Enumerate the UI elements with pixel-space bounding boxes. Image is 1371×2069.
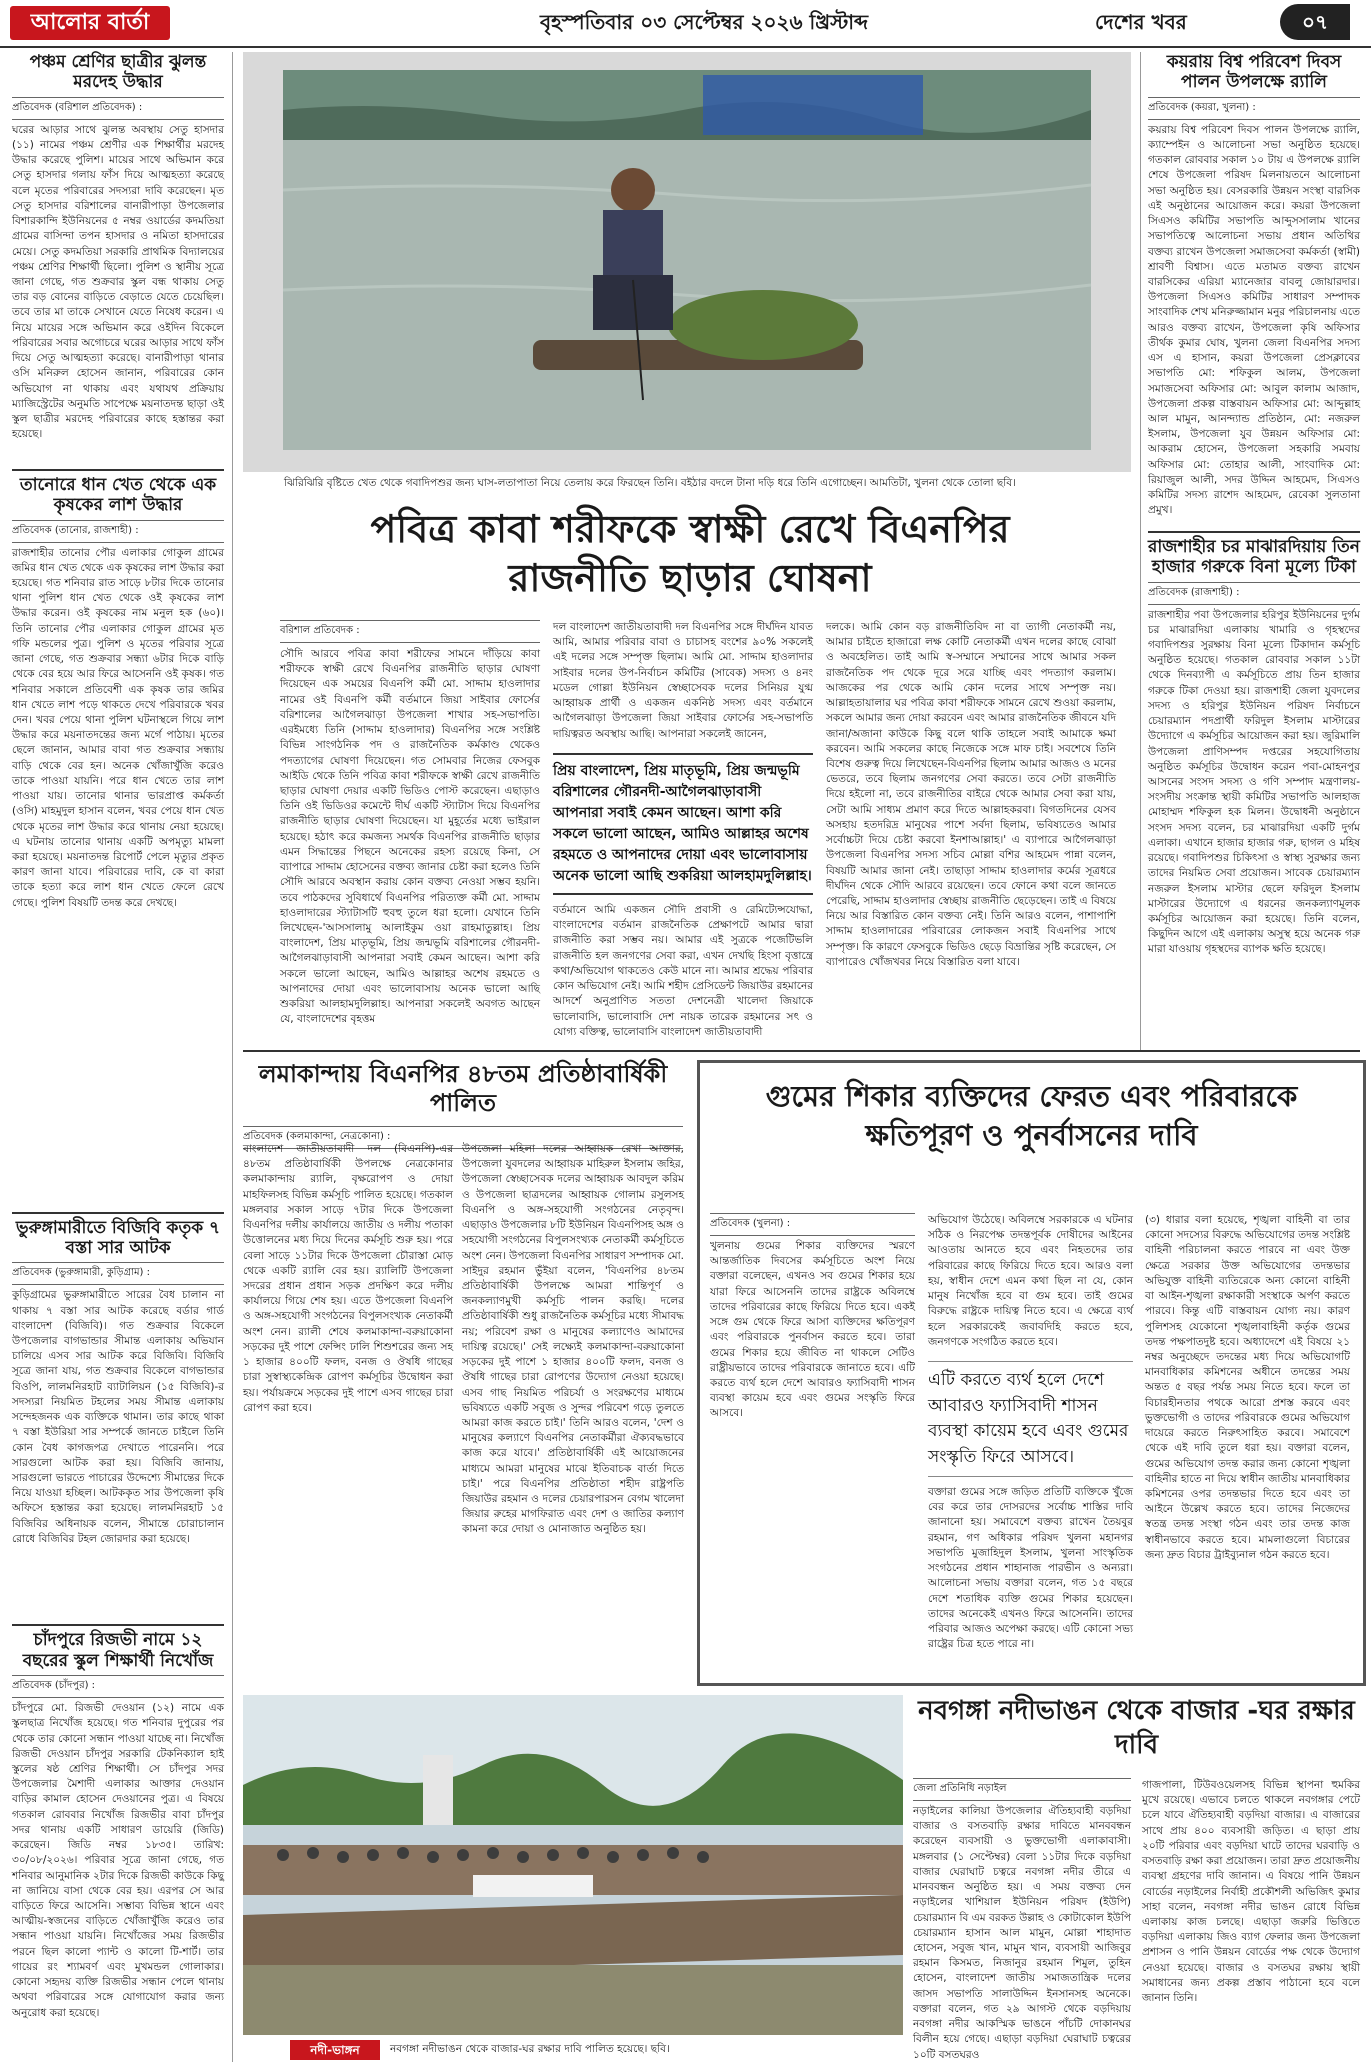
masthead (0, 0, 1371, 48)
story-byline: প্রতিবেদক (রাজশাহী) : (1148, 582, 1360, 605)
story-body: দল বাংলাদেশ জাতীয়তাবাদী দল বিএনপির সঙ্গে দীর্ঘদিন যাবত আমি, আমার পরিবার বাবা ও চাচাসহ বংশের ৯০% সকলেই এই দলের সঙ্গে সম্পৃক্ত ছিলাম। আমি মো. সাদ্দাম হাওলাদার সাইবার দলের উপ-নির্বাচন কমিটির (সাবেক) সদস্য ও ৪নং মডেল গোল্লা ইউনিয়ন স্বেচ্ছাসেবক দলের সিনিয়র যুগ্ম আহ্বায়ক প্রার্থী ও একজন একনিষ্ঠ সদস্য এবং বর্তমানে আগৈলঝাড়া উপজেলা জিয়া সাইবার ফোর্সের সহ-সভাপতি দায়িত্বরত অবস্থায় আছি। আপনারা সকলেই জানেন, (553, 621, 813, 740)
story-byline: প্রতিবেদক (চাঁদপুর) : (12, 1675, 224, 1698)
lead-headline: পবিত্র কাবা শরীফকে স্বাক্ষী রেখে বিএনপির রাজনীতি ছাড়ার ঘোষনা (370, 507, 1010, 601)
story-headline: পঞ্চম শ্রেণির ছাত্রীর ঝুলন্ত মরদেহ উদ্ধার (29, 52, 207, 93)
story-headline: লমাকান্দায় বিএনপির ৪৮তম প্রতিষ্ঠাবার্ষিকী পালিত (258, 1060, 668, 1117)
story-body: রাজশাহীর পবা উপজেলার হরিপুর ইউনিয়নের দুর্গম চর মাঝারদিয়া এলাকায় খামারি ও গৃহস্থদের গবাদিপশুর সুরক্ষায় বিনা মূল্যে টিকাদান কর্মসূচি অনুষ্ঠিত হয়েছে। গতকাল রোববার সকাল ১১টা থেকে দিনব্যাপী এ কর্মসূচিতে প্রায় তিন হাজার গরুকে টিকা দেওয়া হয়। রাজশাহী জেলা যুবদলের সদস্য ও হরিপুর ইউনিয়ন পরিষদ নির্বাচনে চেয়ারম্যান পদপ্রার্থী ফরিদুল ইসলাম মাস্টারের উদ্যোগে এ কর্মসূচির আয়োজন করা হয়। জুরিমালি উপজেলা প্রাণিসম্পদ দপ্তরের সহযোগিতায় অনুষ্ঠিত কর্মসূচির উদ্বোধন করেন পবা-মোহনপুর আসনের সংসদ সদস্য ও গণি সম্পাদ মন্ত্রণালয়-সংসদীয় সংক্রান্ত স্থায়ী কমিটির সভাপতি আলহাজ মোহাম্মদ শফিকুল হক মিলন। উদ্বোধনী অনুষ্ঠানে সংসদ সদস্য বলেন, চর মাঝারদিয়া একটি দুর্গম এলাকা। এখানে হাজার হাজার গরু, ছাগল ও মহিষ রয়েছে। গবাদিপশুর চিকিৎসা ও স্বাস্থ্য সুরক্ষার জন্য তাদের নিয়মিত সেবা প্রয়োজন। সাবেক চেয়ারম্যান নজরুল ইসলাম মাস্টার ছেলে ফরিদুল ইসলাম মাস্টারের উদ্যোগে এ ধরনের জনকল্যাণমূলক কর্মসূচির আয়োজন করা হয়েছে। তিনি বলেন, কিছুদিন আগে এই এলাকায় অসুস্থ হয়ে অনেক গরু মারা যাওয়ায় গৃহস্থদের ব্যাপক ক্ষতি হয়েছে। (1148, 608, 1360, 956)
gum-col-3 (1145, 1213, 1350, 1663)
nabaganga-story (913, 1695, 1360, 1763)
story-body: খুলনায় গুমের শিকার ব্যক্তিদের স্মরণে আন্তর্জাতিক দিবসের কর্মসূচিতে অংশ নিয়ে বক্তারা বলেছেন, এখনও সব গুমের শিকার হয়ে যারা ফিরে আসেননি তাদের রাষ্ট্রকে অবিলম্বে তাদের পরিবারের কাছে ফিরিয়ে দিতে হবে। একই সঙ্গে গুম থেকে ফিরে আসা ব্যক্তিদের ক্ষতিপূরণ এবং পরিবারকে পুনর্বাসন করতে হবে। তারা গুমের শিকার হয়ে জীবিত না থাকলে সেটিও রাষ্ট্রীয়ভাবে তাদের পরিবারকে জানাতে হবে। এটি করতে ব্যর্থ হলে দেশে আবারও ফ্যাসিবাদী শাসন ব্যবস্থা কায়েম হবে এবং গুমের সংস্কৃতি ফিরে আসবে। (710, 1240, 915, 1420)
story-byline: প্রতিবেদক (বরিশাল প্রতিবেদক) : (12, 97, 224, 120)
story-body: (৩) ধারার বলা হয়েছে, শৃঙ্খলা বাহিনী বা তার কোনো সদস্যের বিরুদ্ধে অভিযোগের তদন্ত সংশ্লিষ্ট বাহিনী পরিচালনা করতে পারবে না এবং উক্ত ক্ষেত্রে সরকার উক্ত অভিযোগের তদন্তভার অভিযুক্ত বাহিনী ব্যতিরেকে অন্য কোনো বাহিনী বা আইন-শৃঙ্খলা রক্ষাকারী সংস্থাকে অর্পণ করতে পারবে। কিন্তু এটি বাস্তবায়ন যোগ্য নয়। কারণ পুলিশসহ যেকোনো শৃঙ্খলাবাহিনী কর্তৃক গুমের তদন্ত পক্ষপাতদুষ্ট হবে। অধ্যাদেশে এই বিষয়ে ২১ নম্বর অনুচ্ছেদে তদন্তের মধ্য দিয়ে অভিযোগটি মানবাধিকার কমিশনের অধীনে তদন্তের সময় অন্তত ৫ বছর পর্যন্ত সময় নিতে হবে। ফলে তা বিচারহীনতার পথকে আরো প্রশস্ত করবে এবং ভুক্তভোগী ও তাদের পরিবারকে গুমের অভিযোগ দায়েরে করতে নিরুৎসাহিত করবে। সমাবেশে থেকে এই দাবি তুলে ধরা হয়। বক্তারা বলেন, গুমের অভিযোগ তদন্ত করার জন্য কোনো শৃঙ্খলা বাহিনীর হাতে না দিয়ে স্বাধীন জাতীয় মানবাধিকার কমিশনের ওপর তদন্তভার দিতে হবে এবং তা আইনে উল্লেখ করতে হবে। তাদের নিজেদের স্বতন্ত্র তদন্ত সংস্থা গঠন এবং তার তদন্ত কাজ স্বাধীনভাবে করতে হবে। মামলাগুলো বিচারের জন্য দ্রুত বিচার ট্রাইব্যুনাল গঠন করতে হবে। (1145, 1214, 1350, 1561)
photo-caption: ঝিরিঝিরি বৃষ্টিতে খেত থেকে গবাদিপশুর জন্য ঘাস-লতাপাতা নিয়ে তেলায় করে ফিরছেন তিনি। বইঠার বদলে টানা দড়ি ধরে তিনি এগোচ্ছেন। আমতিটা, খুলনা থেকে তোলা ছবি। (284, 477, 1016, 489)
gum-col-1 (710, 1213, 915, 1669)
story-headline: গুমের শিকার ব্যক্তিদের ফেরত এবং পরিবারকে ক্ষতিপূরণ ও পুনর্বাসনের দাবি (765, 1079, 1298, 1153)
story-headline: চাঁদপুরে রিজভী নামে ১২ বছরের স্কুল শিক্ষার্থী নিখোঁজ (12, 1624, 224, 1671)
story-headline: ভুরুঙ্গামারীতে বিজিবি কতৃক ৭ বস্তা সার আটক (12, 1212, 224, 1259)
story-body: উপজেলা মহিলা দলের আহ্বায়ক রেখা আক্তার, উপজেলা যুবদলের আহ্বায়ক মাহিরুল ইসলাম জহির, উপজেলা স্বেচ্ছাসেবক দলের আহ্বায়ক আবদুল করিম ও উপজেলা ছাত্রদলের আহ্বায়ক গোলাম রসুলসহ বিএনপি ও অঙ্গ-সহযোগী সংগঠনের নেতৃবৃন্দ। এছাড়াও উপজেলার ৮টি ইউনিয়ন বিএনপিসহ অঙ্গ ও সহযোগী সংগঠনের বিপুলসংখ্যক নেতাকর্মী কর্মসূচিতে অংশ নেন। উপজেলা বিএনপির সাধারণ সম্পাদক মো. সাইদুর রহমান ভুঁইয়া বলেন, 'বিএনপির ৪৮তম প্রতিষ্ঠাবার্ষিকী উপলক্ষে আমরা শান্তিপূর্ণ ও জনকল্যাণমুখী কর্মসূচি পালন করছি। দলের প্রতিষ্ঠাবার্ষিকী শুধু রাজনৈতিক কর্মসূচির মধ্যে সীমাবদ্ধ নয়; পরিবেশ রক্ষা ও মানুষের কল্যাণেও আমাদের দায়িত্ব রয়েছে।' সেই লক্ষ্যেই কলমাকান্দা-বরুয়াকোনা সড়কের দুই পাশে ১ হাজার ৪০০টি ফলদ, বনজ ও ঔষধি গাছের চারা রোপণের উদ্যোগ নেওয়া হয়েছে। এসব গাছ নিয়মিত পরিচর্যা ও সংরক্ষণের মাধ্যমে ভবিষ্যতে একটি সবুজ ও সুন্দর পরিবেশ গড়ে তুলতে আমরা কাজ করতে চাই।' তিনি আরও বলেন, 'দেশ ও মানুষের কল্যাণে বিএনপির নেতাকর্মীরা ঐক্যবদ্ধভাবে কাজ করে যাবে।' প্রতিষ্ঠাবার্ষিকী এই আয়োজনের মাধ্যমে আমরা মানুষের মাঝে ইতিবাচক বার্তা দিতে চাই।' পরে বিএনপির প্রতিষ্ঠাতা শহীদ রাষ্ট্রপতি জিয়াউর রহমান ও দলের চেয়ারপারসন বেগম খালেদা জিয়ার রুহের মাগফিরাত এবং দেশ ও জাতির কল্যাণ কামনা করে দোয়া ও মোনাজাত অনুষ্ঠিত হয়। (462, 1143, 684, 1536)
story-body: নড়াইলের কালিয়া উপজেলার ঐতিহ্যবাহী বড়দিয়া বাজার ও বসতবাড়ি রক্ষার দাবিতে মানববন্ধন করেছেন ব্যবসায়ী ও ভুক্তভোগী এলাকাবাসী। মঙ্গলবার (১ সেপ্টেম্বর) বেলা ১১টার দিকে বড়দিয়া বাজার ঘেরাঘাট চত্বরে নবগঙ্গা নদীর তীরে এ মানববন্ধন অনুষ্ঠিত হয়। এ সময় বক্তব্য দেন নড়াইলের খাশিয়াল ইউনিয়ন পরিষদ (ইউপি) চেয়ারম্যান বি এম বরকত উল্লাহ ও কোটাকোল ইউপি চেয়ারম্যান হাসান আল মামুন, মোল্লা শাহাদাত হোসেন, সবুজ খান, মামুন খান, ব্যবসায়ী আজিবুর রহমান কিসমত, নিজানুর রহমান শিমুল, তুহিন হোসেন, বাংলাদেশ জাতীয় সমাজতান্ত্রিক দলের জাসদ সভাপতি সালাউদ্দিন ইনসানসহ অনেকে। বক্তারা বলেন, গত ২৯ আগস্ট থেকে বড়দিয়ায় নবগঙ্গা নদীর আকস্মিক ভাঙনে পাঁচটি দোকানঘর বিলীন হয়ে গেছে। এছাড়া বড়দিয়া ঘেরাঘাট চত্বরের ১০টি বসতঘরও (913, 1805, 1131, 2061)
photo-frame (243, 52, 1131, 472)
page-number: ০৭ (1280, 4, 1350, 40)
story-body: কয়রায় বিশ্ব পরিবেশ দিবস পালন উপলক্ষে র‌্যালি, ক্যাম্পেইন ও আলোচনা সভা অনুষ্ঠিত হয়েছে। গতকাল রোববার সকাল ১০ টায় এ উপলক্ষে র‌্যালি শেষে উপজেলা পরিষদ মিলনায়তনে আলোচনা সভা অনুষ্ঠিত হয়। বেসরকারি উন্নয়ন সংস্থা বারসিক এই অনুষ্ঠানের আয়োজন করে। কয়রা উপজেলা সিএসও কমিটির সভাপতি আব্দুসসালাম খানের সভাপতিত্বে আলোচনা সভায় প্রধান অতিথির বক্তব্য রাখেন উপজেলা সমাজসেবা কর্মকর্তা (স্বামী) শ্রাবণী বিশ্বাস। এতে মতামত বক্তব্য রাখেন বারসিকের এরিয়া ম্যানেজার বাবলু জোয়ারদার। উপজেলা সিএসও কমিটির সাধারণ সম্পাদক সাংবাদিক শেখ মনিরুজ্জামান মনুর পরিচালনায় এতে আরও বক্তব্য রাখেন, উপজেলা কৃষি অফিসার তীর্থক কুমার ঘোষ, খুলনা জেলা বিএনপির সদস্য এস এ হাসান, কয়রা উপজেলা প্রেসক্লাবের সভাপতি মো: শফিকুল আলম, উপজেলা সমাজসেবা অফিসার মো: আবুল কালাম আজাদ, উপজেলা প্রকল্প বাস্তবায়ন অফিসার মো: আব্দুল্লাহ আল মামুন, আনন্দ্যান্ড প্রতিষ্ঠান, মো: নজরুল ইসলাম, উপজেলা যুব উন্নয়ন অফিসার মো: আকরাম হোসেন, উপজেলা সহকারি সমবায় অফিসার মো: তোহার আলী, সাংবাদিক মো: রিয়াজুল আলী, সদর উদ্দিন আহমেদ, সিএসও কমিটির সদস্য রাশেদ আহমেদ, রেবেকা সুলতানা প্রমুখ। (1148, 123, 1360, 517)
story-byline: প্রতিবেদক (ভুরুঙ্গামারী, কুড়িগ্রাম) : (12, 1262, 224, 1285)
story-body: কুড়িগ্রামের ভুরুঙ্গামারীতে সারের বৈধ চালান না থাকায় ৭ বস্তা সার আটক করেছে বর্ডার গার্ড বাংলাদেশ (বিজিবি)। গত শুক্রবার বিকেলে উপজেলার বাগভান্ডার সীমান্ত এলাকায় অভিযান চালিয়ে এসব সার আটক করে বিজিবি। বিজিবি সূত্রে জানা যায়, গত শুক্রবার বিকেলে বাগভান্ডার বিওপি, লালমনিরহাট ব্যাটালিয়ন (১৫ বিজিবি)-র সদস্যরা নিয়মিত টহলের সময় সীমান্ত এলাকায় সন্দেহজনক এক ব্যক্তিকে থামান। তার কাছে থাকা ৭ বস্তা ইউরিয়া সার সম্পর্কে জানতে চাইলে তিনি কোন বৈধ কাগজপত্র দেখাতে পারেননি। পরে সারগুলো আটক করা হয়। বিজিবি জানায়, সারগুলো ভারতে পাচারের উদ্দেশ্যে সীমান্তের দিকে নিয়ে যাওয়া হচ্ছিল। আটককৃত সার উপজেলা কৃষি অফিসে হস্তান্তর করা হয়েছে। লালমনিরহাট ১৫ বিজিবির অধিনায়ক বলেন, সীমান্তে চোরাচালান রোধে বিজিবির টহল জোরদার করা হয়েছে। (12, 1289, 224, 1545)
photo-label: নদী-ভাঙ্গন (290, 2040, 380, 2060)
lead-col-2 (553, 620, 813, 1038)
story-body: বক্তারা গুমের সঙ্গে জড়িত প্রতিটি ব্যক্তিকে খুঁজে বের করে তার দোসরদের সর্বোচ্চ শাস্তির দাবি জানানো হয়। সমাবেশে বক্তব্য রাখেন তৈয়বুর রহমান, গণ অধিকার পরিষদ খুলনা মহানগর সভাপতি মুজাহিদুল ইসলাম, খুলনা সাংস্কৃতিক সংগঠনের প্রধান শাহানাজ পারভীন ও অন্যরা। আলোচনা সভায় বক্তারা বলেন, গত ১৫ বছরে দেশে শতাধিক ব্যক্তি গুমের শিকার হয়েছেন। তাদের অনেকেই এখনও ফিরে আসেননি। তাদের পরিবার আজও অপেক্ষা করছে। এটি কোনো সভ্য রাষ্ট্রের চিত্র হতে পারে না। (928, 1486, 1133, 1651)
story-body: অভিযোগ উঠেছে। অবিলম্বে সরকারকে এ ঘটনার সঠিক ও নিরপেক্ষ তদন্তপূর্বক দোষীদের আইনের আওতায় আনতে হবে এবং নিহতদের তার পরিবারের কাছে ফিরিয়ে দিতে হবে। আরও বলা হয়, স্বাধীন দেশে এমন কথা ছিল না যে, কোন মানুষ নিখোঁজ হবে বা গুম হবে। তাই গুমের বিরুদ্ধে রাষ্ট্রকে দায়িত্ব নিতে হবে। এ ক্ষেত্রে ব্যর্থ হলে সরকারকেই জবাবদিহি করতে হবে, জনগণকে সংগঠিত করতে হবে। (928, 1214, 1133, 1348)
left-column (12, 52, 224, 2069)
story-headline: তানোরে ধান খেত থেকে এক কৃষকের লাশ উদ্ধার (12, 469, 224, 516)
photo-caption: নবগঙ্গা নদীভাঙন থেকে বাজার-ঘর রক্ষার দাবি পালিত হয়েছে। ছবি। (390, 2043, 670, 2055)
story-byline: প্রতিবেদক (খুলনা) : (710, 1213, 915, 1236)
pull-quote: এটি করতে ব্যর্থ হলে দেশে আবারও ফ্যাসিবাদী শাসন ব্যবস্থা কায়েম হবে এবং গুমের সংস্কৃতি ফিরে আসবে। (928, 1361, 1133, 1477)
gum-story-box (697, 1060, 1366, 1686)
story-body: রাজশাহীর তানোর পৌর এলাকার গোকুল গ্রামের জমির ধান খেত থেকে এক কৃষকের লাশ উদ্ধার করা হয়েছে। গত শনিবার রাত সাড়ে ৮টার দিকে তানোর থানা পুলিশ ধান খেত থেকে ওই কৃষকের লাশ উদ্ধার করেন। ওই কৃষকের নাম মনুল হক (৬০)। তিনি তানোর পৌর এলাকার গোকুল গ্রামের মৃত গফি মন্ডলের পুত্র। পুলিশ ও মৃতের পরিবার সূত্রে জানা গেছে, গত শুক্রবার সন্ধ্যা ৬টার দিকে বাড়ি থেকে বের হয়ে আর ফিরে আসেননি ওই কৃষক। গত শনিবার সকালে প্রতিবেশী এক কৃষক তার জমির ধান খেতে লাশ পড়ে থাকতে দেখে পরিবারকে খবর দেন। খবর পেয়ে থানা পুলিশ ঘটনাস্থলে গিয়ে লাশ উদ্ধার করে ময়নাতদন্তের জন্য মর্গে পাঠায়। মৃতের ছেলে জানান, আমার বাবা গত শুক্রবার সন্ধ্যায় বাড়ি থেকে বের হন। অনেক খোঁজাখুঁজি করেও তাকে পাওয়া যায়নি। পরে ধান খেতে তার লাশ পাওয়া যায়। তানোর থানার ভারপ্রাপ্ত কর্মকর্তা (ওসি) মাহমুদুল হাসান বলেন, খবর পেয়ে ধান খেত থেকে মৃতের লাশ উদ্ধার করে থানায় নেয়া হয়েছে। এ ঘটনায় তানোর থানায় একটি অপমৃত্যু মামলা করা হয়েছে। ময়নাতদন্ত রিপোর্ট পেলে মৃত্যুর প্রকৃত কারণ জানা যাবে। পরিবারের দাবি, কে বা কারা তাকে হত্যা করে লাশ ধান খেতে ফেলে রেখে গেছে। পুলিশ বিষয়টি তদন্ত করে দেখছে। (12, 546, 224, 909)
story-body: সৌদি আরবে পবিত্র কাবা শরীফের সামনে দাঁড়িয়ে কাবা শরীফকে স্বাক্ষী রেখে বিএনপির রাজনীতি ছাড়ার ঘোষণা দিয়েছেন এক সময়ের বিএনপি কর্মী মো. সাদ্দাম হাওলাদার নামের ওই বিএনপি কর্মী বর্তমানে জিয়া সাইবার ফোর্সের বরিশালের আগৈলঝাড়া উপজেলা শাখার সহ-সভাপতি। এরইমধ্যে তিনি (সাদ্দাম হাওলাদার) বিএনপির সঙ্গে সংশ্লিষ্ট বিভিন্ন সাংগঠনিক পদ ও রাজনৈতিক কর্মকাণ্ড থেকেও পদত্যাগের ঘোষণা দিয়েছেন। গত সোমবার নিজের ফেসবুক আইডি থেকে তিনি পবিত্র কাবা শরীফকে স্বাক্ষী রেখে রাজনীতি ছাড়ার ঘোষণা দেয়ার একটি ভিডিও পোস্ট করেছেন। এছাড়াও তিনি ওই ভিডিওর কমেন্টে দীর্ঘ একটি স্ট্যাটাস দিয়ে বিএনপির রাজনীতি ছাড়ার ঘোষণা দিয়েছেন। যা মুহূর্তের মধ্যে ভাইরাল হয়েছে। হঠাৎ করে কমজন্য সমর্থক বিএনপির রাজনীতি ছাড়ার এমন সিদ্ধান্তের পিছনে অনেকের রহস্য রয়েছে কিনা, সে ব্যাপারে সাদ্দাম হোসেনের বক্তব্য জানার চেষ্টা করা হলেও তিনি সৌদি আরবে অবস্থান করায় কোন বক্তব্য নেওয়া সম্ভব হয়নি। তবে পাঠকদের সুবিধার্থে বিএনপির পরিত্যক্ত কর্মী মো. সাদ্দাম হাওলাদারের স্ট্যাটাসটি হুবহু তুলে ধরা হলো। যেখানে তিনি লিখেছেন-'আসসালামু আলাইকুম ওয়া রাহমাতুল্লাহ। প্রিয় বাংলাদেশ, প্রিয় মাতৃভূমি, প্রিয় জন্মভূমি বরিশালের গৌরনদী-আগৈলঝাড়াবাসী আপনারা সবাই কেমন আছেন। আশা করি সকলে ভালো আছেন, আমিও আল্লাহর অশেষ রহমতে ও আপনাদের দোয়া এবং ভালোবাসায় অনেক ভালো আছি শুকরিয়া আলহামদুলিল্লাহ। আপনারা সকলেই অবগত আছেন যে, বাংলাদেশের বৃহত্তম (280, 648, 540, 1026)
story-headline: রাজশাহীর চর মাঝারদিয়ায় তিন হাজার গরুকে বিনা মূল্যে টিকা (1148, 531, 1360, 578)
lead-col-3 (826, 620, 1116, 1032)
fisherman-photo (283, 70, 1091, 450)
pull-quote: প্রিয় বাংলাদেশ, প্রিয় মাতৃভূমি, প্রিয় জন্মভূমি বরিশালের গৌরনদী-আগৈলঝাড়াবাসী আপনারা সবাই কেমন আছেন। আশা করি সকলে ভালো আছেন, আমিও আল্লাহর অশেষ রহমতে ও আপনাদের দোয়া এবং ভালোবাসায় অনেক ভালো আছি শুকরিয়া আলহামদুলিল্লাহ। (553, 753, 813, 895)
story-byline: জেলা প্রতিনিধি নড়াইল (913, 1778, 1131, 1801)
story-byline: প্রতিবেদক (তানোর, রাজশাহী) : (12, 520, 224, 543)
right-column (1148, 52, 1360, 993)
newspaper-logo: আলোর বার্তা (10, 6, 170, 40)
lead-col-1 (280, 620, 540, 1042)
lomakandi-story (243, 1060, 683, 1149)
story-body: গাজপালা, টিউবওয়েলসহ বিভিন্ন স্থাপনা হুমকির মুখে রয়েছে। এভাবে চলতে থাকলে নবগঙ্গার পেটে চলে যাবে ঐতিহ্যবাহী বড়দিয়া বাজার। এ বাজারের সাথে প্রায় ৪০০ ব্যবসায়ী জড়িত। এ ছাড়া প্রায় ২০টি পরিবার এবং বড়দিয়া ঘাটে তাদের ঘরবাড়ি ও বসতবাড়ি রক্ষা করা প্রয়োজন। তারা দ্রুত প্রয়োজনীয় ব্যবস্থা গ্রহণের দাবি জানান। এ বিষয়ে পানি উন্নয়ন বোর্ডের নড়াইলের নির্বাহী প্রকৌশলী অভিজিৎ কুমার সাহা বলেন, নবগঙ্গা নদীর ভাঙন রোধে বিভিন্ন এলাকায় কাজ চলছে। এছাড়া জরুরি ভিত্তিতে বড়দিয়া এলাকায় জিও ব্যাগ ফেলার জন্য উপজেলা প্রশাসন ও পানি উন্নয়ন বোর্ডের পক্ষ থেকে উদ্যোগ নেওয়া হয়েছে। বাজার ও বসতঘর রক্ষায় স্থায়ী সমাধানের জন্য প্রকল্প প্রস্তাব পাঠানো হবে বলে জানান তিনি। (1142, 1779, 1360, 2005)
section-rule (243, 1050, 1360, 1052)
section-title: দেশের খবর (1095, 10, 1187, 34)
story-body: চাঁদপুরে মো. রিজভী দেওয়ান (১২) নামে এক স্কুলছাত্র নিখোঁজ হয়েছে। গত শনিবার দুপুরের পর থেকে তার কোনো সন্ধান পাওয়া যাচ্ছে না। নিখোঁজ রিজভী দেওয়ান চাঁদপুর সরকারি টেকনিক্যাল হাই স্কুলের ষষ্ঠ শ্রেণির শিক্ষার্থী। সে চাঁদপুর সদর উপজেলার মৈশাদী এলাকার আক্তার দেওয়ান বাড়ির কামাল হোসেন দেওয়ানের পুত্র। এ বিষয়ে গতকাল রোববার নিখোঁজ রিজভীর বাবা চাঁদপুর সদর থানায় একটি সাধারণ ডায়েরি (জিডি) করেছেন। জিডি নম্বর ১৮৩৫। তারিখ: ৩০/০৮/২০২৬। পরিবার সূত্রে জানা গেছে, গত শনিবার আনুমানিক ২টার দিকে রিজভী কাউকে কিছু না জানিয়ে বাসা থেকে বের হয়। এরপর সে আর বাড়িতে ফিরে আসেনি। সম্ভাব্য বিভিন্ন স্থানে এবং আত্মীয়-স্বজনের বাড়িতে খোঁজাখুঁজি করেও তার সন্ধান পাওয়া যায়নি। নিখোঁজের সময় রিজভীর পরনে ছিল কালো প্যান্ট ও কালো টি-শার্ট। তার গায়ের রং শ্যামবর্ণ এবং মুখমন্ডল গোলাকার। কোনো সহৃদয় ব্যক্তি রিজভীর সন্ধান পেলে থানায় অথবা পরিবারের সঙ্গে যোগাযোগ করার জন্য অনুরোধ করা হয়েছে। (12, 1702, 224, 2019)
story-byline: বরিশাল প্রতিবেদক : (280, 620, 540, 643)
column-rule (232, 52, 233, 2062)
masthead-date: বৃহস্পতিবার ০৩ সেপ্টেম্বর ২০২৬ খ্রিস্টাব্দ (540, 10, 869, 34)
story-headline: নবগঙ্গা নদীভাঙন থেকে বাজার -ঘর রক্ষার দাবি (918, 1696, 1355, 1760)
story-body: বর্তমানে আমি একজন সৌদি প্রবাসী ও রেমিট্যেন্সযোদ্ধা, বাংলাদেশের বর্তমান রাজনৈতিক প্রেক্ষাপটে আমার দ্বারা রাজনীতি করা সম্ভব নয়। আমার এই সুত্রকে পজেটিভলি রাজনীতি হল জনগণের সেবা করা, এখন দেখছি হিংসা বৃত্তান্ত্রে কথা/অভিযোগ থাকতেও কেউ মানে না। আমার শ্রদ্ধেয় পরিবার কোন অভিযোগ নেই। আমি শহীদ প্রেসিডেন্ট জিয়াউর রহমানের আদর্শে অনুপ্রাণিত সততা দেশনেত্রী খালেদা জিয়াকে ভালোবাসি, ভালোবাসি দেশ নায়ক তারেক রহমানের সৎ ও যোগ্য বক্তিত্ব, ভালোবাসি বাংলাদেশ জাতীয়তাবাদী (553, 904, 813, 1038)
nabaganga-col-1 (913, 1778, 1131, 2066)
column-rule (1140, 52, 1141, 1052)
story-byline: প্রতিবেদক (কলমাকান্দা, নেত্রকোনা) : (243, 1126, 683, 1149)
gum-col-2 (928, 1213, 1133, 1660)
riverbank-crowd-photo (243, 1695, 903, 2035)
photo-frame (243, 1695, 903, 2035)
story-byline: প্রতিবেদক (কয়রা, খুলনা) : (1148, 97, 1360, 120)
story-body: বাংলাদেশ জাতীয়তাবাদী দল (বিএনপি)-এর ৪৮তম প্রতিষ্ঠাবার্ষিকী উপলক্ষে নেত্রকোনার কলমাকান্দায় র‌্যালি, বৃক্ষরোপণ ও দোয়া মাহফিলসহ বিভিন্ন কর্মসূচি পালিত হয়েছে। গতকাল মঙ্গলবার সকাল সাড়ে ৭টার দিকে উপজেলা বিএনপির দলীয় কার্যালয়ে জাতীয় ও দলীয় পতাকা উত্তোলনের মধ্য দিয়ে দিনের কর্মসূচি শুরু হয়। পরে বেলা সাড়ে ১১টার দিকে উপজেলা চৌরাস্তা মোড় থেকে একটি র‌্যালি বের হয়। র‌্যালিটি উপজেলা সদরের প্রধান প্রধান সড়ক প্রদক্ষিণ করে দলীয় কার্যালয়ে গিয়ে শেষ হয়। এতে উপজেলা বিএনপি ও অঙ্গ-সহযোগী সংগঠনের বিপুলসংখ্যক নেতাকর্মী অংশ নেন। র‌্যালী শেষে কলমাকান্দা-বরুয়াকোনা সড়কের দুই পাশে ফেন্সিং ঢালি শিশুশরের জন্য সহ ১ হাজার ৪০০টি ফলদ, বনজ ও ঔষধি গাছের চারা সুস্বাস্থ্যকেন্দ্রিক রোপণ কর্মসূচির উদ্বোধন করা হয়। পর্যায়ক্রমে সড়কের দুই পাশে এসব গাছের চারা রোপণ করা হবে। (243, 1143, 453, 1414)
story-headline: কয়রায় বিশ্ব পরিবেশ দিবস পালন উপলক্ষে র‌্যালি (1166, 52, 1342, 93)
story-body: দলকে। আমি কোন বড় রাজনীতিবিদ না বা ত্যাগী নেতাকর্মী নয়, আমার চাইতে হাজারো লক্ষ কোটি নেতাকর্মী এখন দলের কাছে বোঝা ও অবহেলিত। তাই আমি স্ব-সম্মানে সম্মানের সাথে আমার সকল রাজনৈতিক পদ থেকে দূরে সরে যাচ্ছি এবং পদত্যাগ করলাম। আজকের পর থেকে আমি কোন দলের সাথে সম্পৃক্ত নয়। আল্লাহতায়ালার ঘর পবিত্র কাবা শরীফকে সামনে রেখে শুওয়া করলাম, সকলে আমার জন্য দোয়া করবেন এবং আমার রাজনৈতিক জীবনে যদি জানা/অজানা কাউকে কিছু বলে থাকি তাহলে সবাই আমাকে ক্ষমা করবেন। আমি সকলের কাছে নিজেকে সঙ্গে মাফ চাই। সবশেষে তিনি বিশেষ গুরুত্ব দিয়ে লিখেছেন-বিএনপির ছিলাম আমার আজও ও মনের ভেতরে, তবে ছিলাম জনগণের সেবা করতে। তবে সেটা রাজনীতি দিয়ে হইলো না, তবে রাজনীতির বাইরে থেকে আমার সেবা করা যায়, সেটা আমি সাধ্যম প্রমাণ করে দিতে আল্লাহকরবা। বিগতদিনের যেসব অসহায় হতদরিদ্র মানুষের পাশে সর্বদা ছিলাম, ভবিষ্যতেও আমার সর্বোচ্চটা দিয়ে চেষ্টা করবো ইনশাআল্লাহ।' এ ব্যাপারে আগৈলঝাড়া উপজেলা বিএনপির সদস্য সচিব মোল্লা বশির আহমেদ পান্না বলেন, বিষয়টি আমার জানা নেই। তাছাড়া সাদ্দাম হাওলাদার কর্মের সূত্রধরে দীর্ঘদিন থেকে সৌদি আরবে রয়েছেন। তবে ফোনে কথা বলে জানতে পেরেছি, সাদ্দাম হাওলাদার স্বেচ্ছায় রাজনীতি ছেড়েছেন। তাই এ বিষয়ে নিয়ে আর বিস্তারিত কোন বক্তব্য নেই। তিনি আরও বলেন, পাশাপাশি সাদ্দাম হাওলাদারের পরিবারের লোকজন সবাই বিএনপির সাথে সম্পৃক্ত। কি কারণে ফেসবুকে ভিডিও ছেড়ে বিভ্রান্তির সৃষ্টি করেছেন, সে ব্যাপারেও খোঁজখবর নিয়ে বিস্তারিত বলা যাবে। (826, 621, 1116, 968)
story-body: ঘরের আড়ার সাথে ঝুলন্ত অবস্থায় সেতু হাসদার (১১) নামের পঞ্চম শ্রেণীর এক শিক্ষার্থীর মরদেহ উদ্ধার করেছে পুলিশ। মায়ের সাথে অভিমান করে সেতু হাসদার গলায় ফাঁস দিয়ে আত্মহত্যা করেছে বলে মৃতের পরিবারের সদস্যরা দাবি করেছেন। মৃত সেতু হাসদার বরিশালের বানারীপাড়া উপজেলার বিশারকান্দি ইউনিয়নের ৫ নম্বর ওয়ার্ডের কদমতিয়া গ্রামের বাসিন্দা তপন হাসদার ও নমিতা হাসদারের মেয়ে। সেতু কদমতিয়া সরকারি প্রাথমিক বিদ্যালয়ের পঞ্চম শ্রেণির শিক্ষার্থী ছিলো। পুলিশ ও স্থানীয় সূত্রে জানা গেছে, গত শুক্রবার স্কুল বন্ধ থাকায় সেতু তার বড় বোনের বাড়িতে বেড়াতে যেতে চেয়েছিল। তবে তার মা তাকে সেখানে যেতে নিষেধ করেন। এ নিয়ে মায়ের সঙ্গে অভিমান করে ওইদিন বিকেলে পরিবারের সবার অগোচরে ঘরের আড়ার সাথে ফাঁস দিয়ে সেতু আত্মহত্যা করেছে। বানারীপাড়া থানার ওসি মনিরুল হোসেন জানান, পরিবারের কোন অভিযোগ না থাকায় এবং যথাযথ প্রক্রিয়ায় ম্যাজিস্ট্রেটের অনুমতি সাপেক্ষে ময়নাতদন্ত ছাড়া ওই স্কুল ছাত্রীর মরদেহ পরিবারের কাছে হস্তান্তর করা হয়েছে। (12, 123, 224, 441)
